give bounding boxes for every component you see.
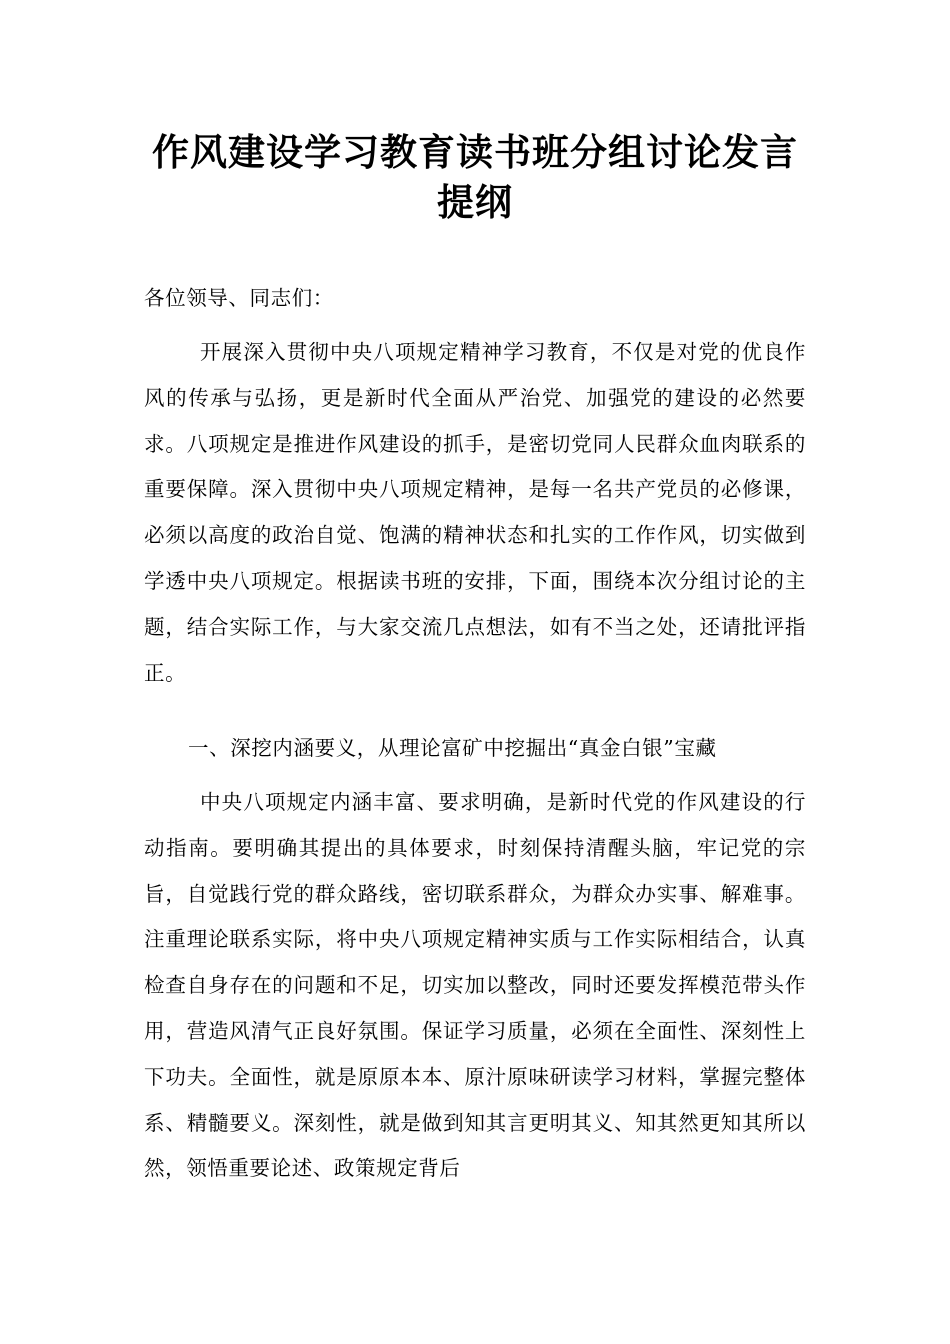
greeting: 各位领导、同志们：: [144, 286, 334, 310]
intro-paragraph: 开展深入贯彻中央八项规定精神学习教育，不仅是对党的优良作风的传承与弘扬，更是新时代全面从严治党、加强党的建设的必然要求。八项规定是推进作风建设的抓手，是密切党同人民群众血肉联系的重要保障。深入贯彻中央八项规定精神，是每一名共产党员的必修课，必须以高度的政治自觉、饱满的精神状态和扎实的工作作风，切实做到学透中央八项规定。根据读书班的安排，下面，围绕本次分组讨论的主题，结合实际工作，与大家交流几点想法，如有不当之处，还请批评指正。: [144, 340, 806, 685]
section-1-paragraph: 中央八项规定内涵丰富、要求明确，是新时代党的作风建设的行动指南。要明确其提出的具体要求，时刻保持清醒头脑，牢记党的宗旨，自觉践行党的群众路线，密切联系群众，为群众办实事、解难事。注重理论联系实际，将中央八项规定精神实质与工作实际相结合，认真检查自身存在的问题和不足，切实加以整改，同时还要发挥模范带头作用，营造风清气正良好氛围。保证学习质量，必须在全面性、深刻性上下功夫。全面性，就是原原本本、原汁原味研读学习材料，掌握完整体系、精髓要义。深刻性，就是做到知其言更明其义、知其然更知其所以然，领悟重要论述、政策规定背后: [144, 790, 806, 1181]
document-title: 作风建设学习教育读书班分组讨论发言提纲: [152, 131, 798, 224]
section-heading-1: 一、深挖内涵要义，从理论富矿中挖掘出“真金白银”宝藏: [188, 736, 717, 760]
